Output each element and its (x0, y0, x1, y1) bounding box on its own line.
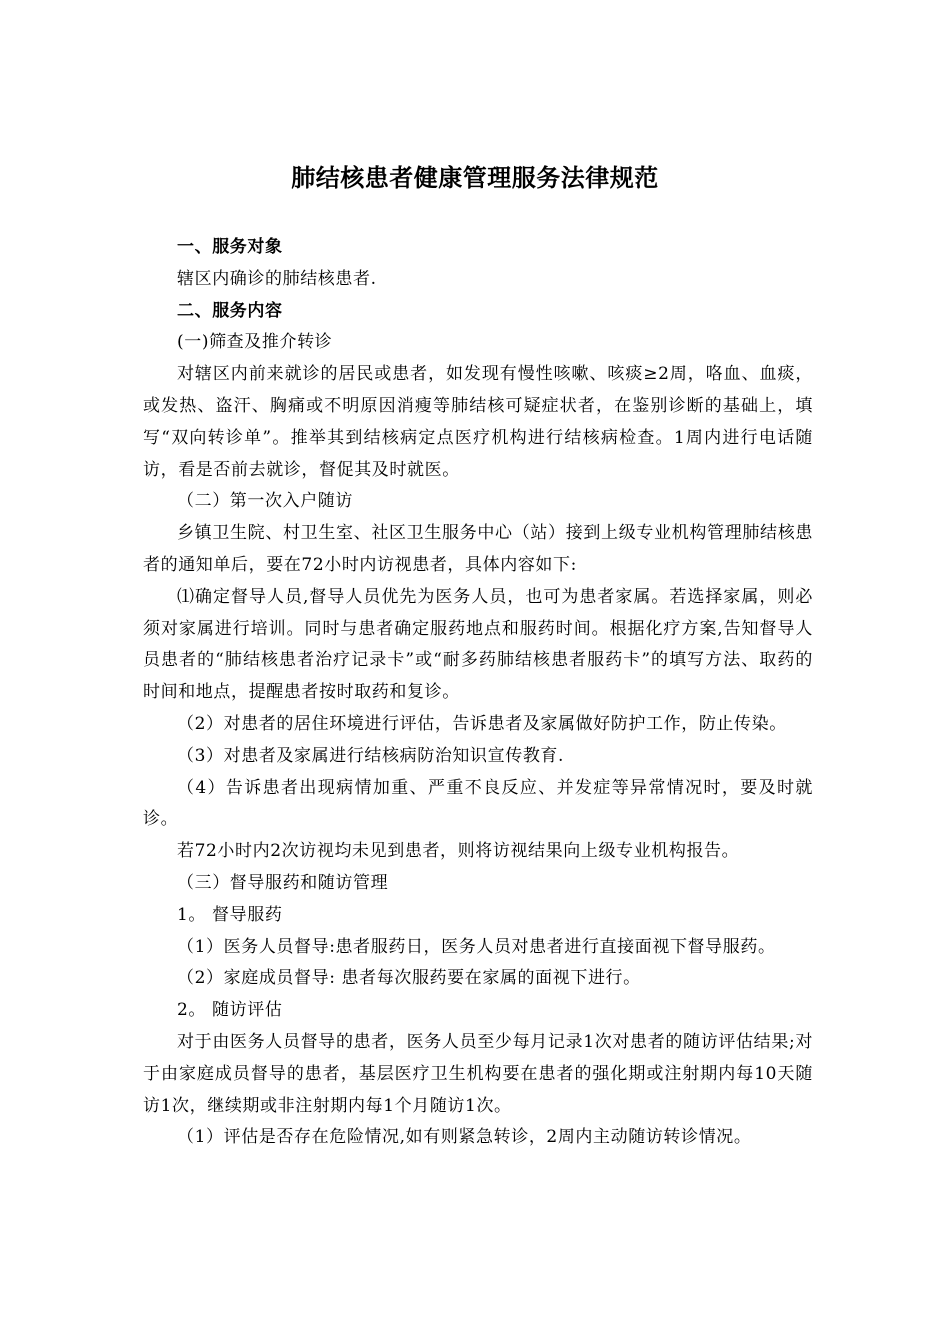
section-heading-service-target: 一、服务对象 (177, 237, 283, 257)
list-item: （2）对患者的居住环境进行评估，告诉患者及家属做好防护工作，防止传染。 (177, 713, 787, 734)
subsection-heading: （三）督导服药和随访管理 (177, 872, 389, 893)
subsection-heading: （二）第一次入户随访 (177, 491, 353, 512)
paragraph: 对辖区内前来就诊的居民或患者，如发现有慢性咳嗽、咳痰≥2周，咯血、血痰，或发热、盗汗、胸痛或不明原因消瘦等肺结核可疑症状者，在鉴别诊断的基础上，填写“双向转诊单”。推举其到结核病定点医疗机构进行结核病检查。1周内进行电话随访，看是否前去就诊，督促其及时就医。 (143, 364, 813, 480)
paragraph: 辖区内确诊的肺结核患者. (177, 268, 377, 289)
document-body (143, 232, 813, 1154)
section-heading-service-content: 二、服务内容 (177, 300, 283, 321)
paragraph: 对于由医务人员督导的患者，医务人员至少每月记录1次对患者的随访评估结果;对于由家庭成员督导的患者，基层医疗卫生机构要在患者的强化期或注射期内每10天随访1次，继续期或非注射期内每1个月随访1次。 (143, 1031, 813, 1116)
list-item: （4）告诉患者出现病情加重、严重不良反应、并发症等异常情况时，要及时就诊。 (143, 777, 813, 830)
list-item: （2）家庭成员督导: 患者每次服药要在家属的面视下进行。 (177, 968, 641, 989)
list-item: （3）对患者及家属进行结核病防治知识宣传教育. (177, 745, 565, 766)
numbered-heading: 1。 督导服药 (177, 904, 283, 925)
paragraph: 若72小时内2次访视均未见到患者，则将访视结果向上级专业机构报告。 (177, 841, 740, 862)
list-item: ⑴确定督导人员,督导人员优先为医务人员，也可为患者家属。若选择家属，则必须对家属进行培训。同时与患者确定服药地点和服药时间。根据化疗方案,告知督导人员患者的“肺结核患者治疗记录卡”或“耐多药肺结核患者服药卡”的填写方法、取药的时间和地点，提醒患者按时取药和复诊。 (143, 586, 813, 703)
numbered-heading: 2。 随访评估 (177, 1000, 283, 1021)
subsection-heading: (一)筛查及推介转诊 (177, 332, 333, 353)
paragraph: 乡镇卫生院、村卫生室、社区卫生服务中心（站）接到上级专业机构管理肺结核患者的通知单后，要在72小时内访视患者，具体内容如下: (143, 523, 813, 575)
document-title: 肺结核患者健康管理服务法律规范 (291, 164, 659, 192)
list-item: （1）评估是否存在危险情况,如有则紧急转诊，2周内主动随访转诊情况。 (177, 1127, 752, 1148)
list-item: （1）医务人员督导:患者服药日，医务人员对患者进行直接面视下督导服药。 (177, 936, 776, 957)
